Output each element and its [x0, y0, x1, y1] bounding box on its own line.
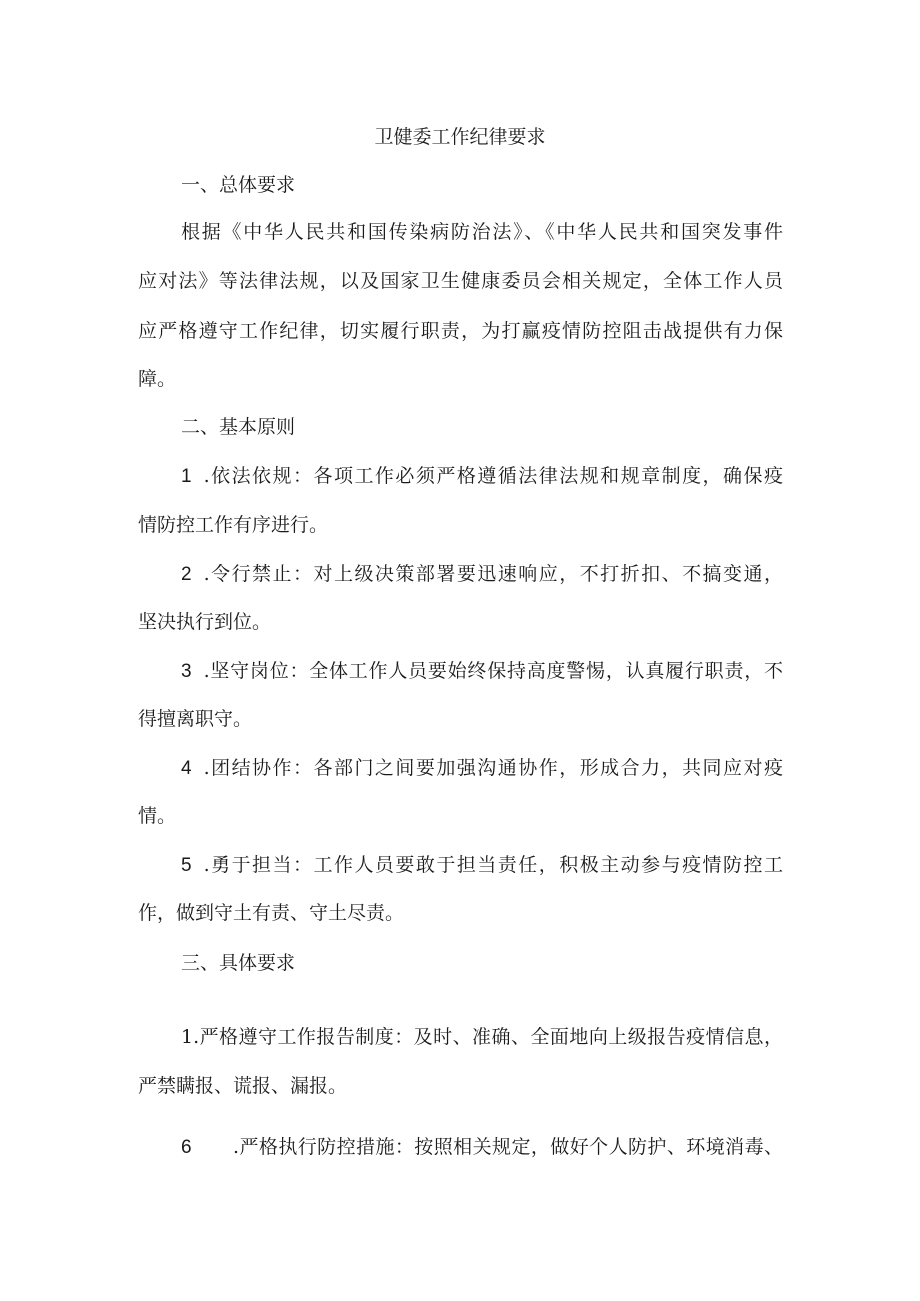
section-heading-principles: 二、基本原则: [181, 416, 296, 438]
item-number: 6: [181, 1137, 192, 1158]
item-number: 5: [181, 855, 192, 876]
list-item: [181, 561, 783, 588]
paragraph-line: 根据《中华人民共和国传染病防治法》、《中华人民共和国突发事件: [181, 221, 783, 243]
item-number: 2: [181, 564, 192, 585]
paragraph-line: 应对法》等法律法规，以及国家卫生健康委员会相关规定，全体工作人员: [138, 270, 783, 292]
item-continuation: 严禁瞒报、谎报、漏报。: [138, 1075, 348, 1097]
item-continuation: 作，做到守土有责、守土尽责。: [138, 902, 405, 924]
paragraph-line: 障。: [138, 368, 177, 390]
list-item: [181, 852, 783, 879]
list-item: 1.严格遵守工作报告制度：及时、准确、全面地向上级报告疫情信息，: [181, 1026, 783, 1048]
item-text: .勇于担当：工作人员要敢于担当责任，积极主动参与疫情防控工: [203, 854, 783, 876]
list-item: [181, 658, 783, 685]
item-number: 1: [181, 466, 192, 487]
list-item: [181, 463, 783, 490]
item-number: 4: [181, 758, 192, 779]
item-continuation: 得擅离职守。: [138, 708, 253, 730]
paragraph-line: 应严格遵守工作纪律，切实履行职责，为打赢疫情防控阻击战提供有力保: [138, 320, 783, 342]
item-continuation: 情防控工作有序进行。: [138, 514, 329, 536]
document-title: 卫健委工作纪律要求: [374, 126, 546, 148]
list-item: [181, 755, 783, 782]
item-text: .令行禁止：对上级决策部署要迅速响应，不打折扣、不搞变通，: [203, 563, 783, 585]
item-text: .依法依规：各项工作必须严格遵循法律法规和规章制度，确保疫: [203, 465, 783, 487]
section-heading-requirements: 三、具体要求: [181, 952, 296, 974]
item-continuation: 情。: [138, 805, 177, 827]
list-item: [181, 1134, 783, 1161]
item-number: 3: [181, 661, 192, 682]
item-text: .坚守岗位：全体工作人员要始终保持高度警惕，认真履行职责，不: [203, 660, 783, 682]
item-text: .严格执行防控措施：按照相关规定，做好个人防护、环境消毒、: [233, 1136, 783, 1158]
section-heading-overall: 一、总体要求: [181, 174, 296, 196]
item-text: .团结协作：各部门之间要加强沟通协作，形成合力，共同应对疫: [203, 757, 783, 779]
item-continuation: 坚决执行到位。: [138, 611, 272, 633]
